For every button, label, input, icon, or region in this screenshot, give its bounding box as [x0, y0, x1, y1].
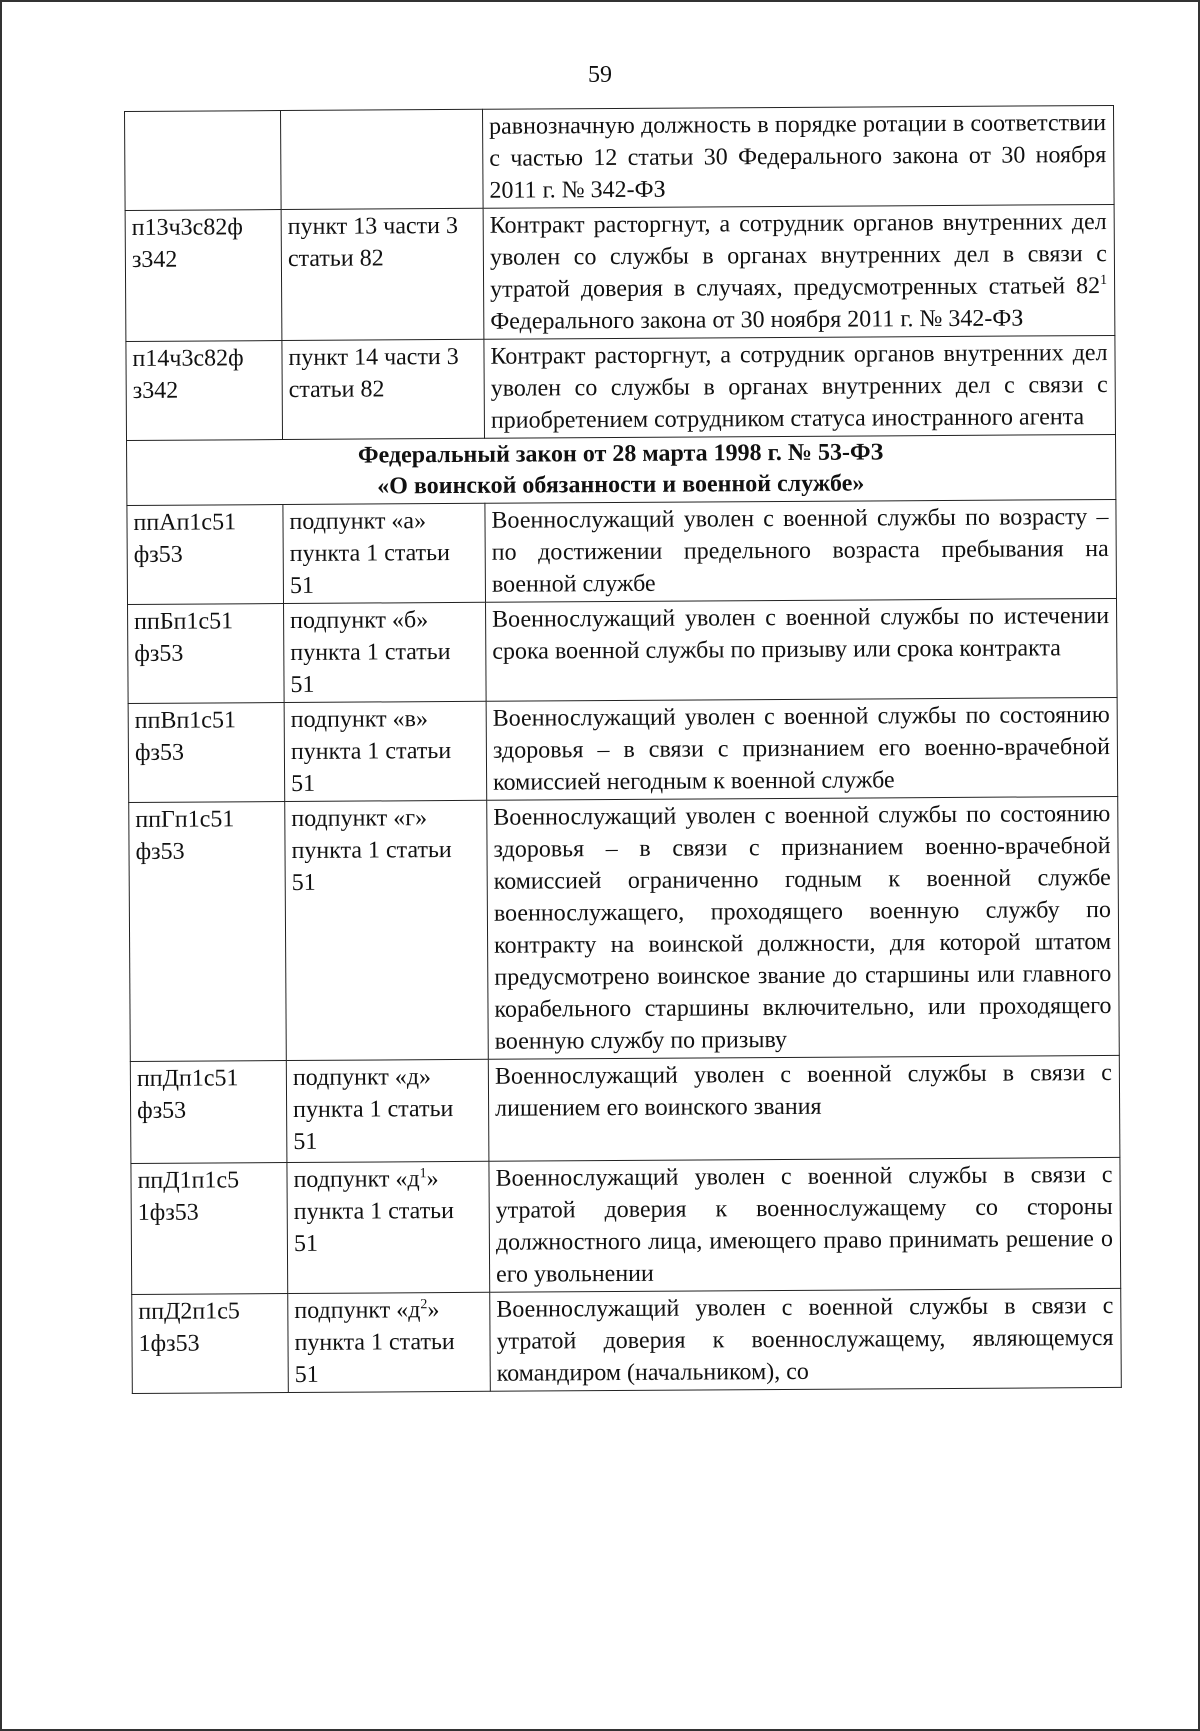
ref-text: » пункта 1 статьи 51: [294, 1297, 455, 1388]
code-cell: ппАп1с51 фз53: [127, 505, 284, 605]
ref-text: подпункт «д: [294, 1297, 421, 1324]
section-heading-line1: Федеральный закон от 28 марта 1998 г. № 53-ФЗ: [357, 439, 884, 469]
footnote-sup: 2: [420, 1297, 428, 1313]
desc-cell: Контракт расторгнут, а сотрудник органов внутренних дел уволен со службы в органах внутренних дел с связи с приобретением сотрудником статуса иностранного агента: [484, 335, 1116, 438]
desc-cell: равнозначную должность в порядке ротации в соответствии с частью 12 статьи 30 Федерального закона от 30 ноября 2011 г. № 342-ФЗ: [482, 105, 1114, 208]
table-row: [132, 1288, 1122, 1393]
code-cell: ппГп1с51 фз53: [129, 802, 287, 1062]
desc-cell: Военнослужащий уволен с военной службы по состоянию здоровья – в связи с признанием его военно-врачебной комиссией негодным к военной службе: [486, 697, 1118, 800]
desc-cell: Военнослужащий уволен с военной службы по истечении срока военной службы по призыву или срока контракта: [486, 598, 1118, 701]
ref-cell: подпункт «в» пункта 1 статьи 51: [284, 701, 487, 801]
ref-cell: подпункт «г» пункта 1 статьи 51: [285, 800, 489, 1060]
section-heading-row: [127, 434, 1116, 505]
code-cell: ппДп1с51 фз53: [130, 1061, 287, 1164]
table-row: [130, 1055, 1120, 1163]
desc-text: Контракт расторгнут, а сотрудник органов внутренних дел уволен со службы в органах внутренних дел в связи с утратой доверия в случаях, предусмотренных статьей 82: [489, 208, 1107, 303]
desc-cell: Военнослужащий уволен с военной службы по состоянию здоровья – в связи с признанием военно-врачебной комиссией ограниченно годным к военной службе военнослужащего, проходящего военную службу по контракту на воинской должности, для которой штатом предусмотрено воинское звание до старшины или главного корабельного старшины включительно, или проходящего военную службу по призыву: [487, 796, 1120, 1059]
table-row: [128, 598, 1118, 703]
desc-cell: Военнослужащий уволен с военной службы в связи с утратой доверия к военнослужащему, являющемуся командиром (начальником), со: [490, 1288, 1122, 1391]
desc-cell: [483, 204, 1115, 339]
section-heading-line2: «О воинской обязанности и военной службе»: [377, 470, 865, 500]
table-row: [128, 697, 1118, 802]
section-heading: [127, 434, 1116, 505]
table-row: [125, 204, 1115, 341]
code-cell: п13ч3с82ф з342: [125, 210, 282, 342]
code-cell: ппБп1с51 фз53: [128, 604, 285, 704]
table-row: [126, 335, 1116, 440]
table-row: [131, 1157, 1121, 1294]
document-table: [124, 105, 1122, 1394]
ref-text: подпункт «д: [293, 1166, 420, 1193]
code-cell: ппД2п1с5 1фз53: [132, 1294, 289, 1394]
ref-cell: [281, 109, 484, 209]
table-row: [129, 796, 1120, 1061]
footnote-sup: 1: [1100, 272, 1108, 289]
ref-cell: [287, 1161, 490, 1293]
desc-cell: Военнослужащий уволен с военной службы в связи с лишением его воинского звания: [488, 1055, 1120, 1161]
ref-cell: подпункт «а» пункта 1 статьи 51: [283, 503, 486, 603]
table-row: [125, 105, 1115, 210]
desc-text: Федерального закона от 30 ноября 2011 г. № 342-ФЗ: [490, 305, 1024, 335]
ref-cell: подпункт «д» пункта 1 статьи 51: [286, 1059, 489, 1162]
page-number: 59: [588, 62, 612, 88]
code-cell: п14ч3с82ф з342: [126, 341, 283, 441]
ref-cell: [288, 1292, 491, 1392]
table-row: [127, 499, 1117, 604]
ref-cell: пункт 14 части 3 статьи 82: [282, 339, 485, 439]
code-cell: ппВп1с51 фз53: [128, 703, 285, 803]
ref-text: » пункта 1 статьи 51: [293, 1166, 455, 1257]
desc-cell: Военнослужащий уволен с военной службы в связи с утратой доверия к военнослужащему со стороны должностного лица, имеющего право принимать решение о его увольнении: [489, 1157, 1121, 1292]
footnote-sup: 1: [419, 1166, 427, 1182]
desc-cell: Военнослужащий уволен с военной службы по возрасту – по достижении предельного возраста пребывания на военной службе: [485, 499, 1117, 602]
code-cell: ппД1п1с5 1фз53: [131, 1163, 288, 1295]
ref-cell: пункт 13 части 3 статьи 82: [281, 208, 484, 340]
code-cell: [125, 111, 282, 211]
ref-cell: подпункт «б» пункта 1 статьи 51: [284, 602, 487, 702]
